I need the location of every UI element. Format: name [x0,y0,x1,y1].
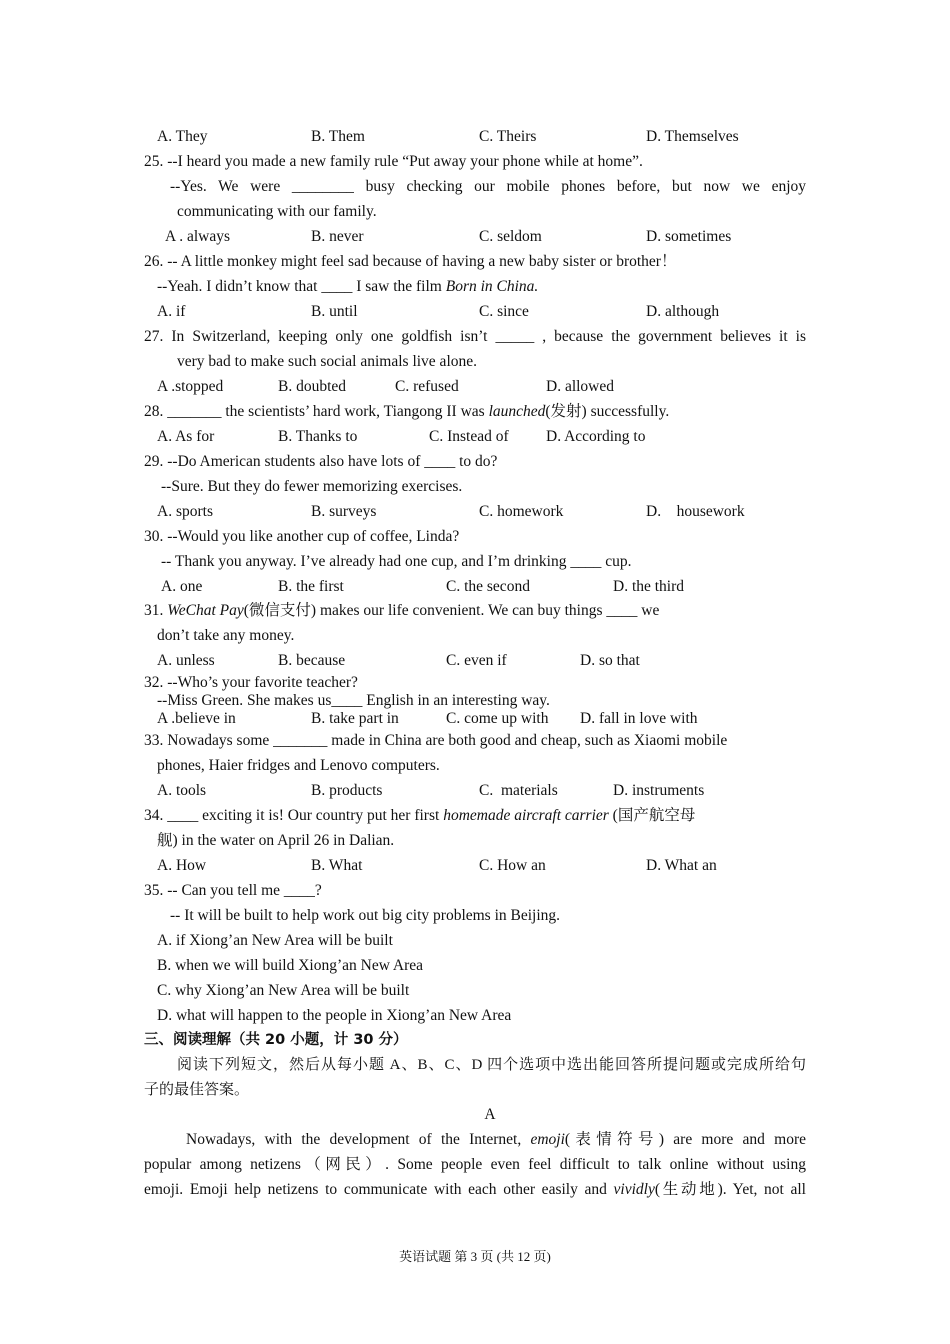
question-number: 31. [144,602,168,619]
passage-text: emoji. Emoji help netizens to communicate with each other easily and [144,1181,614,1198]
option-d: D. although [646,303,720,320]
option-c: C. Instead of [429,428,509,445]
option-a: A. one [161,578,203,595]
passage-text-end: (表情符号) are more and more [564,1131,806,1148]
passage-line: popular among netizens（网民）. Some people even feel difficult to talk online without using [144,1156,806,1173]
option-b: B. because [278,652,346,669]
question-text: 26. -- A little monkey might feel sad because of having a new baby sister or brother！ [144,253,677,270]
option-d: D. the third [613,578,685,595]
question-text-plain-end: (国产航空母 [608,807,696,824]
option-c: C. refused [395,378,459,395]
option-a: A. if Xiong’an New Area will be built [157,932,393,949]
option-d: D. According to [546,428,646,445]
question-text-italic: homemade aircraft carrier [443,807,609,824]
option-c: C. seldom [479,228,542,245]
question-text-plain-end: (发射) successfully. [545,403,670,420]
question-text: 30. --Would you like another cup of coffee, Linda? [144,528,460,545]
option-b: B. surveys [311,503,377,520]
passage-text: Nowadays, with the development of the Internet, [186,1131,531,1148]
option-a: A .stopped [157,378,224,395]
option-b: B. products [311,782,383,799]
option-d: D. allowed [546,378,615,395]
option-b: B. the first [278,578,344,595]
section-instructions: 阅读下列短文，然后从每小题 A、B、C、D 四个选项中选出能回答所提问题或完成所给句 [177,1057,806,1073]
answer-text: --Yes. We were ________ busy checking our mobile phones before, but now we enjoy [170,178,806,195]
option-c: C. why Xiong’an New Area will be built [157,982,410,999]
option-b: B. Them [311,128,365,145]
option-d: D. so that [580,652,640,669]
option-c: C. homework [479,503,564,520]
option-c: C. the second [446,578,530,595]
option-c: C. How an [479,857,546,874]
question-text: 32. --Who’s your favorite teacher? [144,674,358,691]
question-text-plain: (微信支付) makes our life convenient. We can buy things ____ we [243,602,660,619]
question-text: 27. In Switzerland, keeping only one goldfish isn’t _____ , because the government believes it is [144,328,806,345]
option-d: D. what will happen to the people in Xiong’an New Area [157,1007,512,1024]
option-a: A . always [165,228,231,245]
section-instructions-cont: 子的最佳答案。 [144,1082,250,1098]
option-b: B. What [311,857,363,874]
option-d: D. What an [646,857,717,874]
option-a: A. unless [157,652,215,669]
question-text: 25. --I heard you made a new family rule “Put away your phone while at home”. [144,153,643,170]
option-d: D. instruments [613,782,705,799]
question-text [144,806,695,826]
passage-line [144,1180,806,1200]
question-text-plain: 34. ____ exciting it is! Our country put her first [144,807,444,824]
option-a: A. They [157,128,208,145]
passage-italic: vividly [613,1181,655,1198]
question-text-cont: don’t take any money. [157,627,295,644]
option-d: D. Themselves [646,128,739,145]
passage-line [186,1130,806,1150]
option-a: A. tools [157,782,207,799]
passage-label: A [484,1106,496,1123]
answer-text: --Miss Green. She makes us____ English in an interesting way. [157,692,550,709]
film-title: Born in China. [445,278,539,295]
option-a: A. if [157,303,186,320]
option-d: D. sometimes [646,228,732,245]
answer-text [157,277,538,297]
question-text-cont: 舰) in the water on April 26 in Dalian. [157,832,395,849]
option-b: B. until [311,303,358,320]
page-footer: 英语试题 第 3 页 (共 12 页) [399,1249,551,1264]
answer-text-plain: --Yeah. I didn’t know that ____ I saw the film [157,278,446,295]
question-text: 33. Nowadays some _______ made in China are both good and cheap, such as Xiaomi mobile [144,732,728,749]
option-b: B. doubted [278,378,347,395]
option-b: B. never [311,228,364,245]
option-b: B. when we will build Xiong’an New Area [157,957,424,974]
option-c: C. Theirs [479,128,537,145]
answer-text: -- It will be built to help work out big city problems in Beijing. [170,907,561,924]
option-c: C. come up with [446,710,549,727]
option-a: A. How [157,857,207,874]
option-d: D. fall in love with [580,710,698,727]
brand-name: WeChat Pay [167,602,244,619]
option-b: B. Thanks to [278,428,358,445]
option-b: B. take part in [311,710,399,727]
passage-text-end: (生动地). Yet, not all [654,1181,806,1198]
question-text-plain: 28. _______ the scientists’ hard work, Tiangong II was [144,403,489,420]
option-c: C. since [479,303,529,320]
option-d: D. housework [646,503,745,520]
answer-text-cont: communicating with our family. [177,203,377,220]
question-text-cont: phones, Haier fridges and Lenovo computers. [157,757,440,774]
question-text [144,601,659,621]
section-heading: 三、阅读理解（共 20 小题，计 30 分） [144,1032,408,1048]
question-text: 29. --Do American students also have lots of ____ to do? [144,453,498,470]
question-text: 35. -- Can you tell me ____? [144,882,322,899]
option-a: A. As for [157,428,215,445]
option-c: C. materials [479,782,558,799]
question-text-italic: launched [488,403,546,420]
option-c: C. even if [446,652,507,669]
answer-text: --Sure. But they do fewer memorizing exercises. [161,478,463,495]
passage-italic: emoji [530,1131,565,1148]
question-text [144,402,669,422]
option-a: A. sports [157,503,213,520]
option-a: A .believe in [157,710,236,727]
question-text-cont: very bad to make such social animals live alone. [177,353,478,370]
answer-text: -- Thank you anyway. I’ve already had one cup, and I’m drinking ____ cup. [161,553,632,570]
